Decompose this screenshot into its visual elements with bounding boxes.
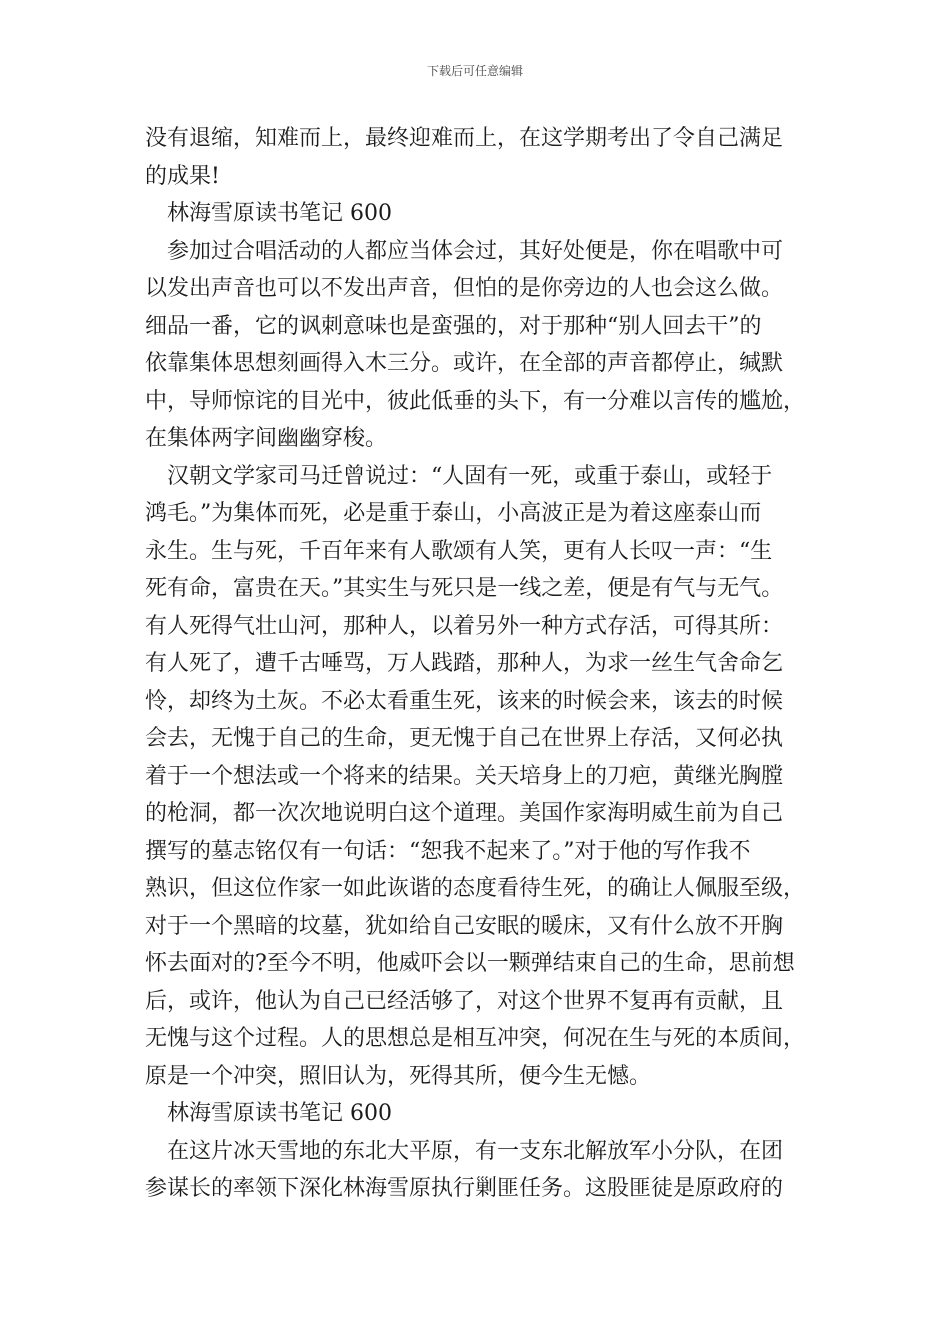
document-body	[145, 120, 810, 1208]
text-line: 撰写的墓志铭仅有一句话：“恕我不起来了。”对于他的写作我不	[145, 838, 751, 864]
text-line: 有人死了，遭千古唾骂，万人践踏，那种人，为求一丝生气舍命乞	[145, 651, 784, 676]
text-line: 无愧与这个过程。人的思想总是相互冲突，何况在生与死的本质间，	[145, 1026, 806, 1051]
text-line: 没有退缩，知难而上，最终迎难而上，在这学期考出了令自己满足	[145, 126, 784, 151]
text-line: 原是一个冲突，照旧认为，死得其所，便今生无憾。	[145, 1063, 652, 1089]
text-line: 会去，无愧于自己的生命，更无愧于自己在世界上存活，又何必执	[145, 726, 784, 751]
text-line: 死有命，富贵在天。”其实生与死只是一线之差，便是有气与无气。	[145, 576, 784, 601]
text-line: 有人死得气壮山河，那种人，以着另外一种方式存活，可得其所：	[145, 613, 784, 639]
paragraph-first-line: 在这片冰天雪地的东北大平原，有一支东北解放军小分队，在团	[167, 1138, 784, 1164]
text-line: 参谋长的率领下深化林海雪原执行剿匪任务。这股匪徒是原政府的	[145, 1176, 784, 1201]
paragraph-first-line: 汉朝文学家司马迁曾说过：“人固有一死，或重于泰山，或轻于	[167, 463, 773, 489]
section-heading: 林海雪原读书笔记 600	[167, 1101, 392, 1126]
text-line: 永生。生与死，千百年来有人歌颂有人笑，更有人长叹一声：“生	[145, 538, 773, 564]
section-heading: 林海雪原读书笔记 600	[167, 201, 392, 226]
paragraph-first-line: 参加过合唱活动的人都应当体会过，其好处便是，你在唱歌中可	[167, 238, 784, 264]
text-line: 着于一个想法或一个将来的结果。关天培身上的刀疤，黄继光胸膛	[145, 763, 784, 789]
text-line: 怜，却终为土灰。不必太看重生死，该来的时候会来，该去的时候	[145, 688, 784, 714]
text-line: 鸿毛。”为集体而死，必是重于泰山，小高波正是为着这座泰山而	[145, 501, 762, 526]
text-line: 依靠集体思想刻画得入木三分。或许，在全部的声音都停止，缄默	[145, 351, 784, 376]
text-line: 以发出声音也可以不发出声音，但怕的是你旁边的人也会这么做。	[145, 276, 784, 301]
text-line: 怀去面对的?至今不明，他威吓会以一颗弹结束自己的生命，思前想	[145, 951, 795, 976]
text-line: 的枪洞，都一次次地说明白这个道理。美国作家海明威生前为自己	[145, 801, 784, 826]
text-line: 在集体两字间幽幽穿梭。	[145, 426, 388, 451]
text-line: 对于一个黑暗的坟墓，犹如给自己安眠的暖床，又有什么放不开胸	[145, 913, 784, 939]
text-line: 的成果!	[145, 163, 220, 189]
text-line: 后，或许，他认为自己已经活够了，对这个世界不复再有贡献，且	[145, 988, 784, 1014]
page-header: 下载后可任意编辑	[426, 64, 523, 78]
text-line: 熟识，但这位作家一如此诙谐的态度看待生死，的确让人佩服至级，	[145, 876, 806, 901]
text-line: 中，导师惊诧的目光中，彼此低垂的头下，有一分难以言传的尴尬，	[145, 388, 806, 414]
text-line: 细品一番，它的讽刺意味也是蛮强的，对于那种“别人回去干”的	[145, 313, 762, 339]
